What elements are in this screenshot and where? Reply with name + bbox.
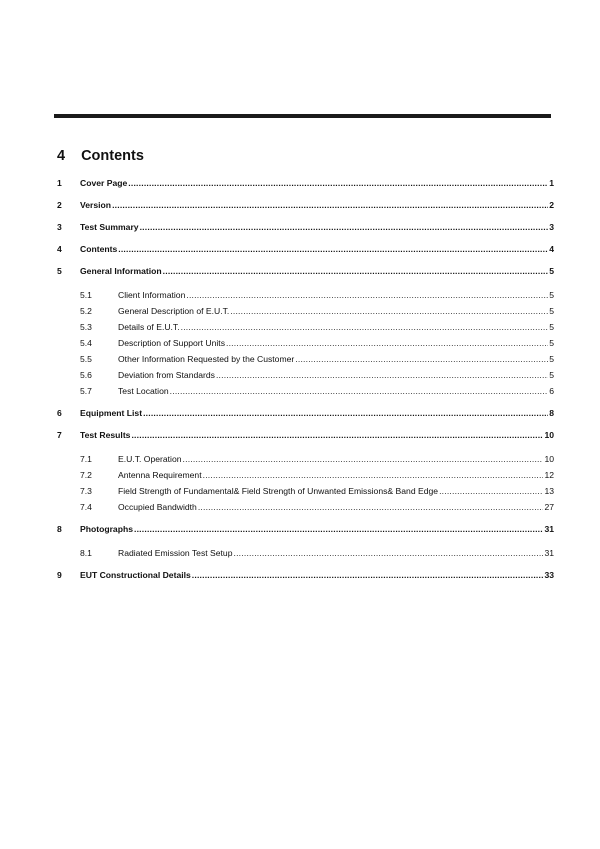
- toc-subentry[interactable]: [57, 548, 554, 564]
- toc-subentry[interactable]: [57, 370, 554, 386]
- toc-entry[interactable]: [57, 570, 554, 592]
- table-of-contents: [57, 178, 554, 592]
- toc-entry-title: Test Location: [118, 386, 169, 396]
- toc-subentry[interactable]: [57, 306, 554, 322]
- toc-entry[interactable]: [57, 408, 554, 430]
- toc-entry-page: 27: [544, 502, 554, 512]
- toc-entry-number: 4: [57, 244, 62, 254]
- toc-dot-leader: [216, 370, 548, 378]
- toc-entry-number: 5.4: [80, 338, 92, 348]
- toc-entry-page: 4: [549, 244, 554, 254]
- toc-entry-title: Details of E.U.T.: [118, 322, 180, 332]
- toc-entry-title: Photographs: [80, 524, 133, 534]
- toc-entry-page: 3: [549, 222, 554, 232]
- toc-entry-number: 5: [57, 266, 62, 276]
- toc-entry-page: 5: [549, 290, 554, 300]
- toc-entry-number: 2: [57, 200, 62, 210]
- header-rule: [54, 114, 551, 118]
- toc-entry-number: 9: [57, 570, 62, 580]
- toc-dot-leader: [230, 306, 548, 314]
- toc-entry-number: 5.3: [80, 322, 92, 332]
- toc-dot-leader: [181, 322, 549, 330]
- toc-entry-title: Description of Support Units: [118, 338, 225, 348]
- toc-entry-title: Test Summary: [80, 222, 139, 232]
- toc-entry-number: 8: [57, 524, 62, 534]
- toc-dot-leader: [183, 454, 544, 462]
- toc-entry-number: 7.3: [80, 486, 92, 496]
- toc-dot-leader: [163, 266, 549, 274]
- toc-entry-page: 5: [549, 322, 554, 332]
- toc-entry-page: 2: [549, 200, 554, 210]
- toc-subentry[interactable]: [57, 486, 554, 502]
- toc-dot-leader: [295, 354, 548, 362]
- toc-entry-page: 6: [549, 386, 554, 396]
- toc-entry-page: 5: [549, 370, 554, 380]
- section-heading-number: 4: [57, 148, 66, 164]
- toc-entry-title: Client Information: [118, 290, 186, 300]
- section-heading: [57, 148, 144, 164]
- toc-entry-number: 5.6: [80, 370, 92, 380]
- toc-entry[interactable]: [57, 430, 554, 452]
- toc-entry[interactable]: [57, 244, 554, 266]
- toc-entry-page: 31: [544, 524, 554, 534]
- toc-dot-leader: [203, 470, 544, 478]
- toc-subentry[interactable]: [57, 470, 554, 486]
- toc-entry-page: 5: [549, 338, 554, 348]
- toc-entry-title: General Description of E.U.T.: [118, 306, 230, 316]
- toc-entry-page: 1: [549, 178, 554, 188]
- toc-entry-page: 10: [544, 454, 554, 464]
- toc-dot-leader: [234, 548, 544, 556]
- toc-entry-number: 7.4: [80, 502, 92, 512]
- toc-dot-leader: [186, 290, 548, 298]
- toc-dot-leader: [192, 570, 544, 578]
- toc-entry-page: 33: [544, 570, 554, 580]
- toc-dot-leader: [198, 502, 544, 510]
- toc-dot-leader: [118, 244, 548, 252]
- toc-entry-title: E.U.T. Operation: [118, 454, 182, 464]
- toc-entry-page: 5: [549, 266, 554, 276]
- toc-dot-leader: [140, 222, 549, 230]
- toc-entry[interactable]: [57, 222, 554, 244]
- toc-entry-title: EUT Constructional Details: [80, 570, 191, 580]
- toc-entry-page: 5: [549, 306, 554, 316]
- toc-entry-page: 31: [544, 548, 554, 558]
- toc-dot-leader: [131, 430, 543, 438]
- toc-entry-number: 1: [57, 178, 62, 188]
- toc-entry-number: 3: [57, 222, 62, 232]
- toc-entry-page: 12: [544, 470, 554, 480]
- toc-subentry[interactable]: [57, 354, 554, 370]
- section-heading-title: Contents: [81, 148, 144, 164]
- toc-entry[interactable]: [57, 266, 554, 288]
- toc-entry-page: 13: [544, 486, 554, 496]
- toc-entry-title: Test Results: [80, 430, 131, 440]
- toc-dot-leader: [226, 338, 548, 346]
- toc-entry-page: 8: [549, 408, 554, 418]
- toc-subentry[interactable]: [57, 502, 554, 518]
- toc-dot-leader: [112, 200, 548, 208]
- toc-entry-title: General Information: [80, 266, 162, 276]
- toc-entry-number: 5.2: [80, 306, 92, 316]
- toc-entry-number: 5.1: [80, 290, 92, 300]
- toc-entry[interactable]: [57, 200, 554, 222]
- toc-dot-leader: [143, 408, 548, 416]
- toc-entry-number: 6: [57, 408, 62, 418]
- toc-entry-number: 5.7: [80, 386, 92, 396]
- toc-entry-number: 7.2: [80, 470, 92, 480]
- toc-entry-title: Field Strength of Fundamental& Field Strength of Unwanted Emissions& Band Edge: [118, 486, 439, 496]
- toc-dot-leader: [170, 386, 549, 394]
- toc-entry-number: 7: [57, 430, 62, 440]
- toc-subentry[interactable]: [57, 454, 554, 470]
- toc-entry[interactable]: [57, 524, 554, 546]
- toc-entry-title: Contents: [80, 244, 118, 254]
- toc-entry-number: 7.1: [80, 454, 92, 464]
- toc-entry-number: 5.5: [80, 354, 92, 364]
- toc-entry-title: Occupied Bandwidth: [118, 502, 197, 512]
- toc-subentry[interactable]: [57, 338, 554, 354]
- toc-entry-title: Other Information Requested by the Customer: [118, 354, 295, 364]
- toc-subentry[interactable]: [57, 322, 554, 338]
- toc-entry-page: 10: [544, 430, 554, 440]
- toc-entry-title: Version: [80, 200, 112, 210]
- toc-entry-title: Equipment List: [80, 408, 143, 418]
- toc-entry[interactable]: [57, 178, 554, 200]
- toc-entry-title: Antenna Requirement: [118, 470, 202, 480]
- toc-subentry[interactable]: [57, 386, 554, 402]
- toc-subentry[interactable]: [57, 290, 554, 306]
- toc-entry-title: Deviation from Standards: [118, 370, 215, 380]
- toc-entry-page: 5: [549, 354, 554, 364]
- toc-dot-leader: [134, 524, 543, 532]
- toc-entry-number: 8.1: [80, 548, 92, 558]
- toc-dot-leader: [439, 486, 543, 494]
- toc-entry-title: Cover Page: [80, 178, 128, 188]
- toc-entry-title: Radiated Emission Test Setup: [118, 548, 233, 558]
- toc-dot-leader: [128, 178, 548, 186]
